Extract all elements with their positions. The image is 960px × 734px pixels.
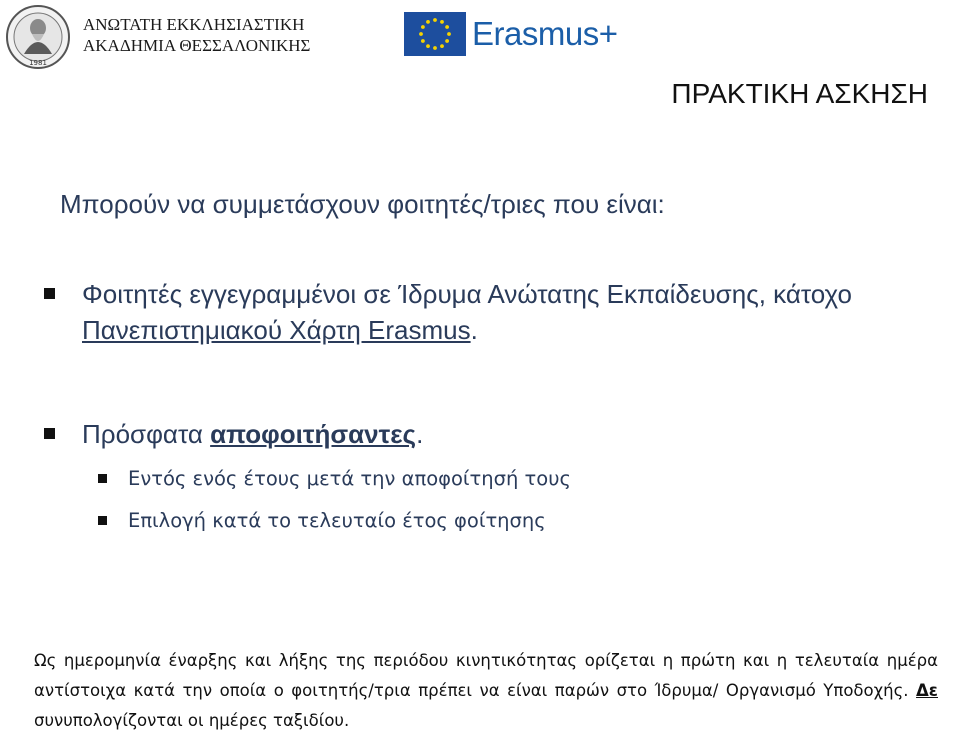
footnote-end: συνυπολογίζονται οι ημέρες ταξιδίου. [34, 711, 350, 730]
eu-flag-icon [404, 12, 466, 56]
erasmus-logo [404, 12, 618, 56]
bullet-square-icon [44, 428, 55, 439]
academy-seal-icon [4, 4, 72, 70]
sub-item-2: Επιλογή κατά το τελευταίο έτος φοίτησης [128, 509, 546, 532]
bullet-1-end: . [470, 315, 478, 345]
footnote-emphasis: Δε [916, 681, 938, 700]
bullet-1-text: Φοιτητές εγγεγραμμένοι σε Ίδρυμα Ανώτατης Εκπαίδευσης, κάτοχο [82, 279, 852, 309]
footnote [34, 646, 938, 734]
footnote-text: Ως ημερομηνία έναρξης και λήξης της περιόδου κινητικότητας ορίζεται η πρώτη και η τελευταία ημέρα αντίστοιχα κατά την οποία ο φοιτητής/τρια πρέπει να είναι παρών στο Ίδρυμα/ Οργανισμό Υποδοχής. [34, 651, 938, 700]
bullet-2-end: . [416, 419, 424, 449]
bullet-2-text: Πρόσφατα [82, 419, 211, 449]
institution-name-line1: ΑΝΩΤΑΤΗ ΕΚΚΛΗΣΙΑΣΤΙΚΗ [83, 15, 305, 34]
sub-item-1: Εντός ενός έτους μετά την αποφοίτησή τους [128, 467, 571, 490]
sub-bullet-square-icon [98, 474, 107, 483]
bullet-square-icon [44, 288, 55, 299]
institution-name [83, 14, 310, 56]
bullet-item-2 [82, 416, 423, 452]
seal-year: 1981 [29, 59, 47, 67]
bullet-2-emphasis: αποφοιτήσαντες [210, 419, 417, 449]
erasmus-wordmark: Erasmus+ [472, 15, 618, 52]
intro-text: Μπορούν να συμμετάσχουν φοιτητές/τριες που είναι: [60, 189, 665, 219]
bullet-1-link: Πανεπιστημιακού Χάρτη Erasmus [82, 315, 471, 345]
sub-bullet-square-icon [98, 516, 107, 525]
slide-title: ΠΡΑΚΤΙΚΗ ΑΣΚΗΣΗ [671, 78, 928, 109]
bullet-item-1 [82, 276, 952, 348]
institution-name-line2: ΑΚΑΔΗΜΙΑ ΘΕΣΣΑΛΟΝΙΚΗΣ [83, 36, 311, 55]
